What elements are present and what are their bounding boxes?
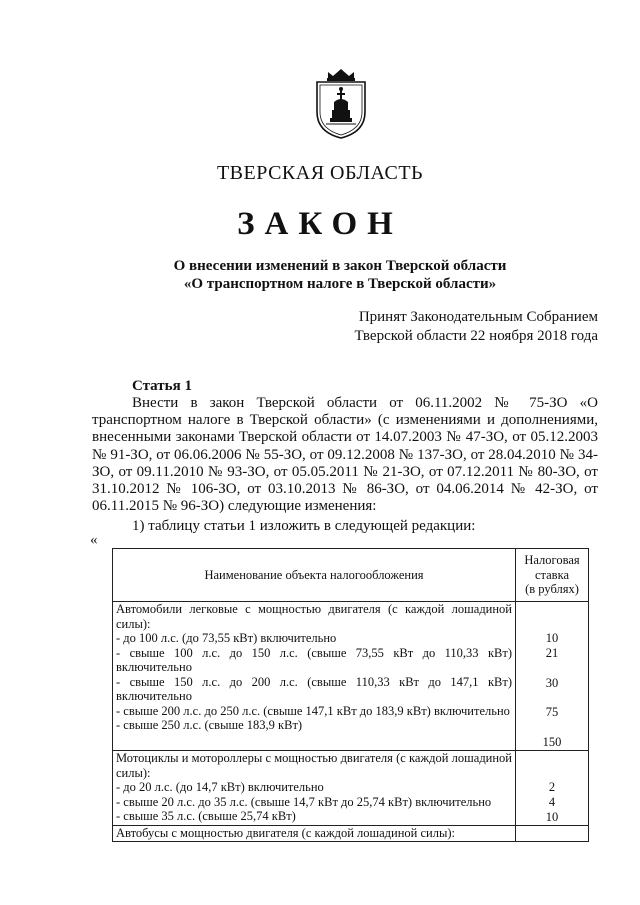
subtitle-line: О внесении изменений в закон Тверской области	[173, 258, 507, 274]
row-label: - свыше 100 л.с. до 150 л.с. (свыше 73,55 кВт до 110,33 кВт) включительно	[116, 645, 512, 674]
header-text: (в рублях)	[525, 582, 579, 597]
row-label: - свыше 20 л.с. до 35 л.с. (свыше 14,7 кВт до 25,74 кВт) включительно	[116, 794, 492, 809]
table-row	[113, 826, 589, 842]
row-label: - свыше 35 л.с. (свыше 25,74 кВт)	[116, 809, 296, 823]
article-item-1: 1) таблицу статьи 1 изложить в следующей редакции:	[132, 518, 476, 534]
row-label: - до 100 л.с. (до 73,55 кВт) включительно	[116, 631, 337, 645]
rate-value: 21	[545, 646, 559, 660]
article-body	[92, 395, 598, 515]
table-row	[113, 602, 589, 751]
article-title: Статья 1	[132, 378, 192, 394]
group-title: Автобусы с мощностью двигателя (с каждой лошадиной силы):	[116, 826, 455, 840]
opening-quote: «	[90, 532, 98, 548]
adoption-note	[355, 308, 598, 346]
rate-value: 4	[548, 795, 556, 809]
column-header-object: Наименование объекта налогообложения	[113, 549, 516, 602]
table-header-row	[113, 549, 589, 602]
column-header-rate	[516, 549, 589, 602]
row-label: - свыше 200 л.с. до 250 л.с. (свыше 147,1 кВт до 183,9 кВт) включительно	[116, 703, 510, 718]
rate-value: 10	[545, 631, 559, 645]
rate-value: 2	[548, 780, 556, 794]
rate-cell-cars	[516, 602, 589, 751]
rate-cell-buses	[516, 826, 589, 842]
table-row	[113, 751, 589, 826]
rate-value: 30	[545, 676, 559, 690]
group-title: Мотоциклы и мотороллеры с мощностью двигателя (с каждой лошадиной силы):	[116, 751, 512, 780]
rate-cell-motorcycles	[516, 751, 589, 826]
group-cell-cars	[113, 602, 516, 751]
adoption-line: Принят Законодательным Собранием	[358, 309, 598, 325]
row-label: - свыше 150 л.с. до 200 л.с. (свыше 110,33 кВт до 147,1 кВт) включительно	[116, 674, 512, 703]
group-cell-motorcycles	[113, 751, 516, 826]
rate-value: 75	[545, 705, 559, 719]
group-cell-buses	[113, 826, 516, 842]
group-title: Автомобили легковые с мощностью двигателя (с каждой лошадиной силы):	[116, 602, 512, 631]
law-subtitle	[90, 257, 590, 293]
rate-value: 150	[542, 735, 562, 749]
row-label: - свыше 250 л.с. (свыше 183,9 кВт)	[116, 718, 303, 732]
subtitle-line: «О транспортном налоге в Тверской области»	[183, 276, 497, 292]
header-text: Налоговая	[524, 553, 580, 568]
article-paragraph: Внести в закон Тверской области от 06.11.2002 № 75-ЗО «О транспортном налоге в Тверской области» (с изменениями и дополнениями, внесенными законами Тверской области от 14.07.2003 № 47-ЗО, от 05.12.2003 № 91-ЗО, от 06.06.2006 № 55-ЗО, от 09.12.2008 № 137-ЗО, от 28.04.2010 № 34-ЗО, от 09.11.2010 № 93-ЗО, от 05.05.2011 № 21-ЗО, от 07.12.2011 № 80-ЗО, от 31.10.2012 № 106-ЗО, от 03.10.2013 № 86-ЗО, от 04.06.2014 № 42-ЗО, от 06.11.2015 № 96-ЗО) следующие изменения:	[92, 395, 598, 515]
tax-rate-table	[112, 548, 589, 842]
rate-value: 10	[545, 810, 559, 824]
coat-of-arms-icon	[314, 68, 368, 140]
row-label: - до 20 л.с. (до 14,7 кВт) включительно	[116, 780, 324, 794]
region-name: ТВЕРСКАЯ ОБЛАСТЬ	[216, 162, 424, 184]
adoption-line: Тверской области 22 ноября 2018 года	[354, 328, 598, 344]
header-text: ставка	[534, 567, 570, 582]
document-type-title: ЗАКОН	[237, 206, 403, 242]
